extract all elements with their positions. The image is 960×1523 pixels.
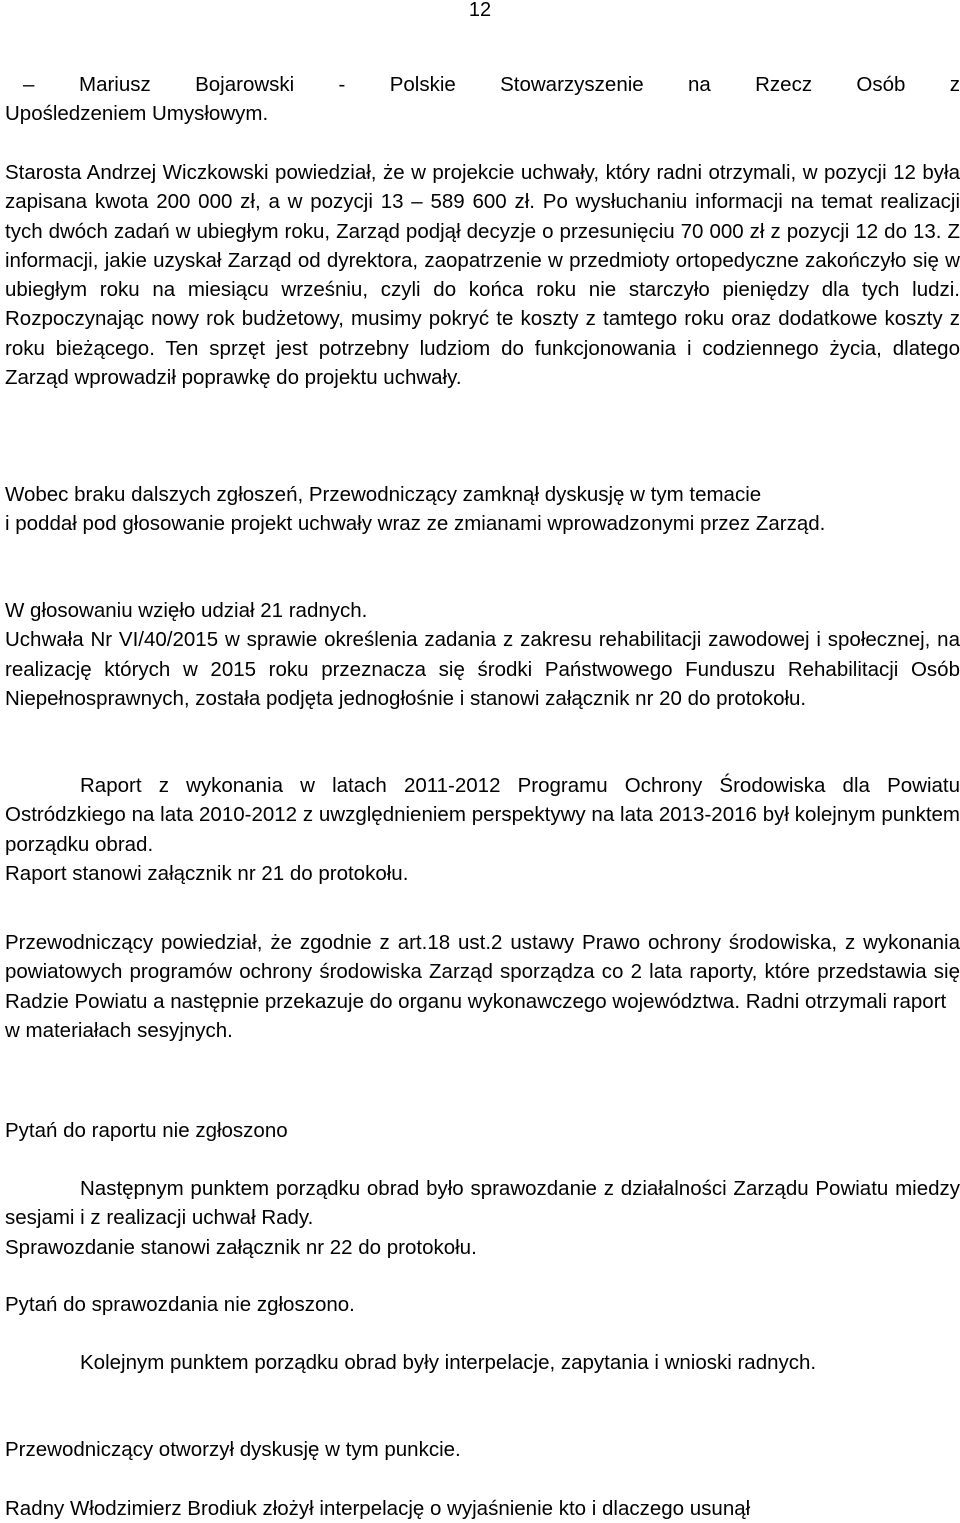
paragraph-starosta <box>5 158 960 392</box>
paragraph-line: Radny Włodzimierz Brodiuk złożył interpelację o wyjaśnienie kto i dlaczego usunął <box>5 1497 751 1520</box>
list-item <box>5 70 960 129</box>
paragraph-text: Następnym punktem porządku obrad było sprawozdanie z działalności Zarządu Powiatu miedzy sesjami i z realizacji uchwał Rady. <box>5 1177 960 1230</box>
paragraph-no-questions-report <box>5 1290 960 1319</box>
dash-bullet: – <box>23 73 35 96</box>
paragraph-no-questions <box>5 1116 960 1145</box>
paragraph-text: Starosta Andrzej Wiczkowski powiedział, że w projekcie uchwały, który radni otrzymali, w pozycji 12 była zapisana kwota 200 000 zł, a w pozycji 13 – 589 600 zł. Po wysłuchaniu informacji na temat realizacji tych dwóch zadań w ubiegłym roku, Zarząd podjął decyzje o przesunięciu 70 000 zł z pozycji 12 do 13. Z informacji, jakie uzyskał Zarząd od dyrektora, zaopatrzenie w przedmioty ortopedyczne zakończyło się w ubiegłym roku na miesiącu wrześniu, czyli do końca roku nie starczyło pieniędzy dla tych ludzi. Rozpoczynając nowy rok budżetowy, musimy pokryć te koszty z tamtego roku oraz dodatkowe koszty z roku bieżącego. Ten sprzęt jest potrzebny ludziom do funkcjonowania i codziennego życia, dlatego Zarząd wprowadził poprawkę do projektu uchwały. <box>5 161 960 390</box>
paragraph-chairman <box>5 928 960 1045</box>
paragraph-text: Raport z wykonania w latach 2011-2012 Programu Ochrony Środowiska dla Powiatu Ostródzkiego na lata 2010-2012 z uwzględnieniem perspektywy na lata 2013-2016 był kolejnym punktem porządku obrad. <box>5 774 960 856</box>
paragraph-interpellations <box>5 1348 960 1377</box>
paragraph-line: W głosowaniu wzięło udział 21 radnych. <box>5 599 368 622</box>
list-item-line1: Mariusz Bojarowski - Polskie Stowarzyszenie na Rzecz Osób z <box>79 73 960 96</box>
paragraph-line: w materiałach sesyjnych. <box>5 1018 233 1042</box>
paragraph-line: Wobec braku dalszych zgłoszeń, Przewodniczący zamknął dyskusję w tym temacie <box>5 483 762 506</box>
paragraph-text: Kolejnym punktem porządku obrad były interpelacje, zapytania i wnioski radnych. <box>80 1351 817 1374</box>
paragraph-line: Raport stanowi załącznik nr 21 do protokołu. <box>5 861 409 885</box>
page-number: 12 <box>468 0 492 21</box>
paragraph-text: Uchwała Nr VI/40/2015 w sprawie określenia zadania z zakresu rehabilitacji zawodowej i społecznej, na realizację których w 2015 roku przeznacza się środki Państwowego Funduszu Rehabilitacji Osób Niepełnosprawnych, została podjęta jednogłośnie i stanowi załącznik nr 20 do protokołu. <box>5 628 960 710</box>
paragraph-line: Sprawozdanie stanowi załącznik nr 22 do protokołu. <box>5 1235 477 1259</box>
paragraph-open-discussion <box>5 1435 960 1464</box>
paragraph-vote <box>5 596 960 713</box>
paragraph-text: Przewodniczący powiedział, że zgodnie z art.18 ust.2 ustawy Prawo ochrony środowiska, z wykonania powiatowych programów ochrony środowiska Zarząd sporządza co 2 lata raporty, które przedstawia się Radzie Powiatu a następnie przekazuje do organu wykonawczego województwa. Radni otrzymali raport <box>5 931 960 1013</box>
list-item-text <box>5 70 960 129</box>
paragraph-report <box>5 771 960 888</box>
paragraph-line: Pytań do sprawozdania nie zgłoszono. <box>5 1293 355 1316</box>
paragraph-discussion-closed <box>5 480 960 539</box>
list-item-line2: Upośledzeniem Umysłowym. <box>5 102 269 126</box>
paragraph-text: i poddał pod głosowanie projekt uchwały wraz ze zmianami wprowadzonymi przez Zarząd. <box>5 512 826 536</box>
paragraph-line: Pytań do raportu nie zgłoszono <box>5 1119 288 1142</box>
paragraph-next-point <box>5 1174 960 1262</box>
paragraph-councillor <box>5 1494 960 1523</box>
paragraph-line: Przewodniczący otworzył dyskusję w tym punkcie. <box>5 1438 461 1461</box>
